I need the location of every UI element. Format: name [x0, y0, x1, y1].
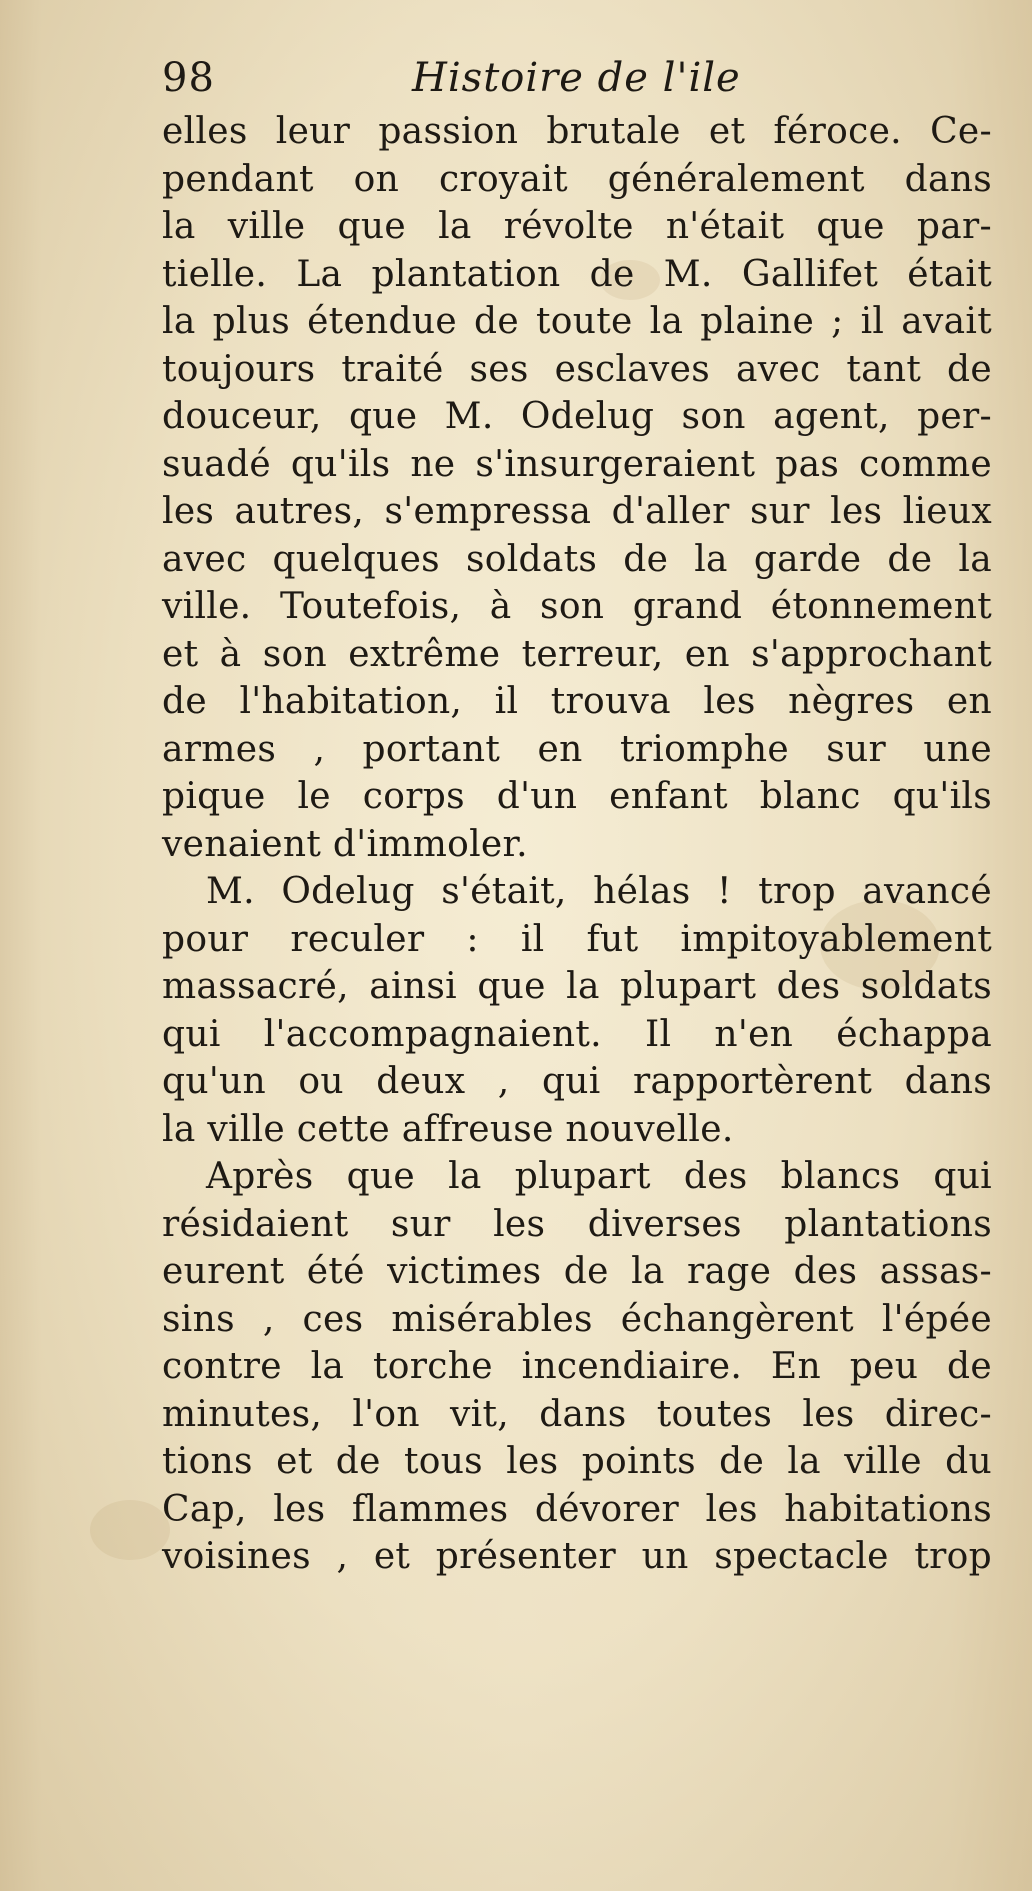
text-line: Après que la plupart des blancs qui: [206, 1156, 992, 1197]
text-line: venaient d'immoler.: [162, 823, 528, 865]
text-line: avec quelques soldats de la garde de la: [162, 538, 992, 580]
text-line: suadé qu'ils ne s'insurgeraient pas comme: [162, 443, 992, 485]
text-line: douceur, que M. Odelug son agent, per-: [162, 396, 992, 437]
text-line: tielle. La plantation de M. Gallifet était: [162, 253, 992, 295]
text-line: pique le corps d'un enfant blanc qu'ils: [162, 776, 992, 817]
running-title: Histoire de l'ile: [412, 55, 741, 101]
text-line: la ville que la révolte n'était que par-: [162, 206, 992, 247]
text-line: toujours traité ses esclaves avec tant de: [162, 348, 992, 390]
text-line: eurent été victimes de la rage des assas-: [162, 1251, 992, 1292]
text-line: M. Odelug s'était, hélas ! trop avancé: [206, 871, 992, 912]
text-line: voisines , et présenter un spectacle trop: [162, 1536, 992, 1577]
text-line: tions et de tous les points de la ville du: [162, 1441, 992, 1482]
text-line: sins , ces misérables échangèrent l'épée: [162, 1298, 992, 1340]
text-line: de l'habitation, il trouva les nègres en: [162, 681, 992, 722]
text-line: massacré, ainsi que la plupart des soldats: [162, 966, 992, 1007]
page-number: 98: [162, 55, 215, 101]
text-line: les autres, s'empressa d'aller sur les lieux: [162, 491, 992, 532]
text-line: qui l'accompagnaient. Il n'en échappa: [162, 1013, 992, 1055]
text-line: qu'un ou deux , qui rapportèrent dans: [162, 1061, 992, 1102]
text-line: minutes, l'on vit, dans toutes les direc-: [162, 1393, 992, 1435]
text-line: armes , portant en triomphe sur une: [162, 728, 992, 770]
body-text: [162, 108, 992, 1581]
running-head: [162, 48, 992, 108]
text-line: pour reculer : il fut impitoyablement: [162, 918, 992, 960]
text-line: et à son extrême terreur, en s'approchant: [162, 633, 992, 675]
text-line: pendant on croyait généralement dans: [162, 158, 992, 200]
text-line: la ville cette affreuse nouvelle.: [162, 1108, 734, 1150]
text-line: résidaient sur les diverses plantations: [162, 1203, 992, 1245]
text-line: elles leur passion brutale et féroce. Ce-: [162, 111, 992, 152]
text-line: ville. Toutefois, à son grand étonnement: [162, 586, 992, 627]
text-line: la plus étendue de toute la plaine ; il avait: [162, 301, 992, 342]
text-line: Cap, les flammes dévorer les habitations: [162, 1488, 992, 1530]
paper-stain: [90, 1500, 170, 1560]
text-line: contre la torche incendiaire. En peu de: [162, 1346, 992, 1387]
